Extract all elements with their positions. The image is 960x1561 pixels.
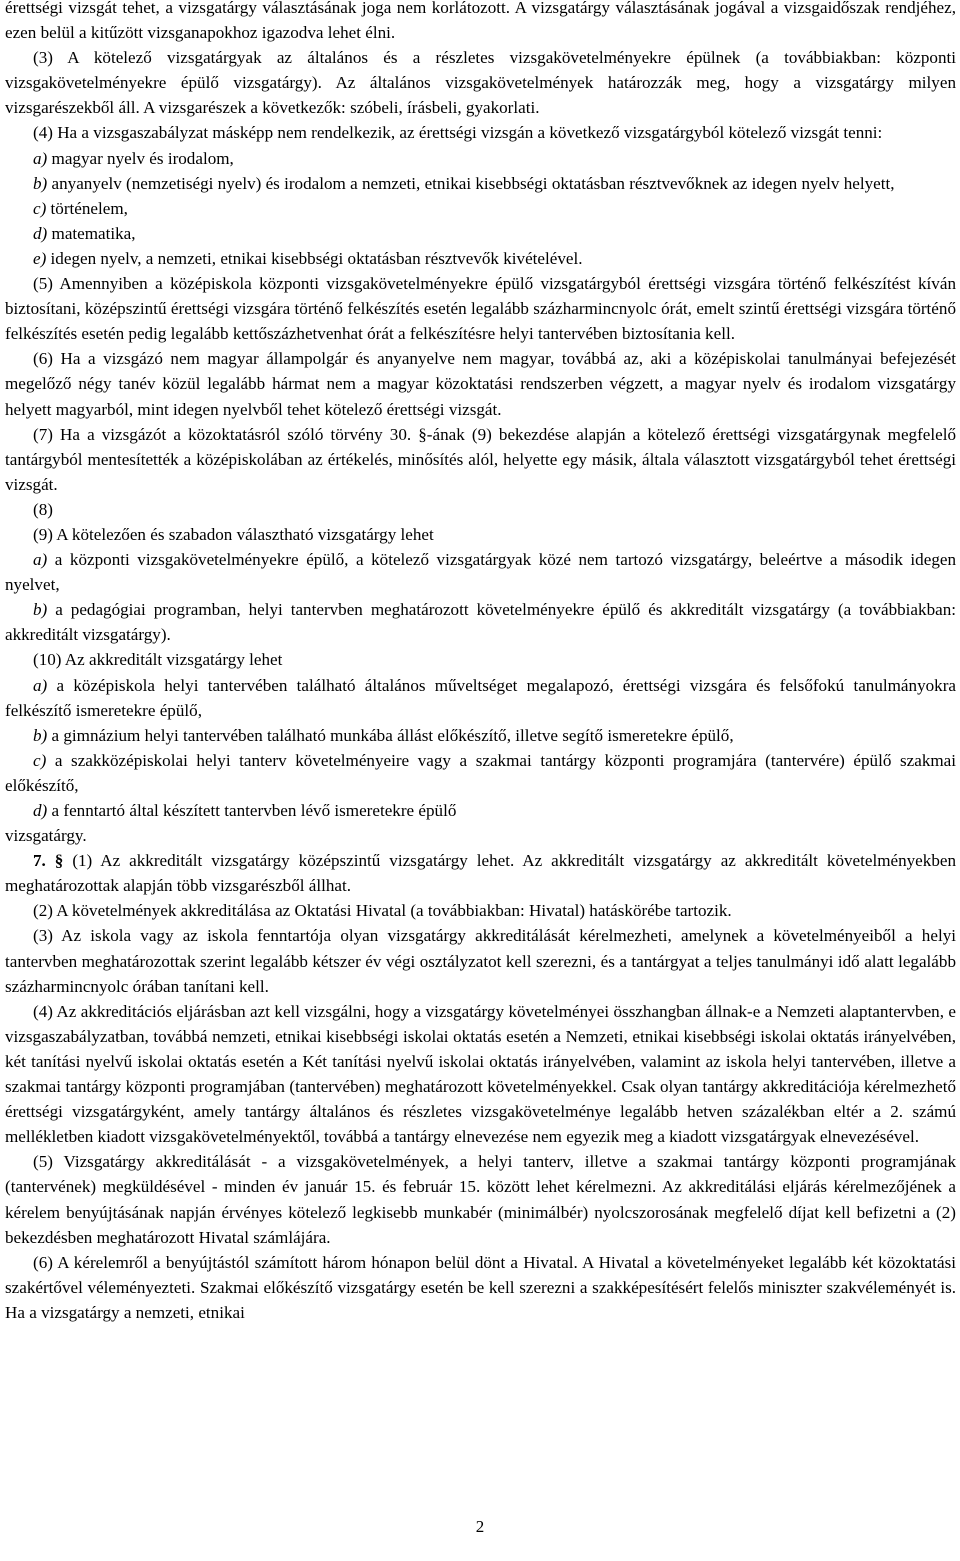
list-letter: d) <box>33 223 48 243</box>
list-letter: b) <box>33 173 48 193</box>
paragraph-text: (3) Az iskola vagy az iskola fenntartója olyan vizsgatárgy akkreditálását kérelmezheti, amelynek a követelményeiből a helyi tantervben meghatározottak szerint legalább kétszer év végi osztályzatot kell szerezni, és a tantárgyat a teljes tanulmányi idő alatt legalább százharmincnyolc órában tanítani kell. <box>5 926 956 996</box>
paragraph-text: (9) A kötelezően és szabadon választható vizsgatárgy lehet <box>33 524 434 544</box>
list-item-text: magyar nyelv és irodalom, <box>47 148 234 168</box>
paragraph <box>5 999 956 1150</box>
section-paragraph <box>5 848 956 898</box>
paragraph-text: (10) Az akkreditált vizsgatárgy lehet <box>33 650 283 670</box>
list-letter: a) <box>33 675 48 695</box>
paragraph <box>5 271 956 346</box>
list-letter: e) <box>33 248 47 268</box>
paragraph <box>5 45 956 120</box>
paragraph-text: (6) Ha a vizsgázó nem magyar állampolgár és anyanyelve nem magyar, továbbá az, aki a középiskolai tanulmányai befejezését megelőző négy tanév közül legalább hármat nem a magyar közoktatási rendszerben végzett, a magyar nyelv és irodalom vizsgatárgy helyett magyarból, mint idegen nyelvből tehet kötelező érettségi vizsgát. <box>5 349 956 419</box>
list-item <box>5 723 956 748</box>
paragraph <box>5 120 956 145</box>
paragraph-text: (6) A kérelemről a benyújtástól számított három hónapon belül dönt a Hivatal. A Hivatal a követelményeket legalább két közoktatási szakértővel véleményezteti. Szakmai előkészítő vizsgatárgy esetén be kell szerezni a szakképesítésért felelős miniszter szakvéleményét is. Ha a vizsgatárgy a nemzeti, etnikai <box>5 1252 956 1322</box>
list-item <box>5 597 956 647</box>
paragraph-text: (4) Az akkreditációs eljárásban azt kell vizsgálni, hogy a vizsgatárgy követelményei összhangban állnak-e a Nemzeti alaptantervben, e vizsgaszabályzatban, továbbá nemzeti, etnikai kisebbségi iskolai oktatás esetén a Nemzeti, etnikai kisebbségi iskolai oktatás irányelvében, két tanítási nyelvű iskolai oktatás esetén a Két tanítási nyelvű iskolai oktatás irányelvében, valamint az iskola helyi tantervében, illetve a szakmai tantárgy központi programjában (tantervében) meghatározott követelményekkel. Csak olyan tantárgy akkreditációja kérelmezhető érettségi vizsgatárgyként, amely tantárgy általános és részletes vizsgakövetelménye legalább hetven százalékban eltér a 2. számú mellékletben kiadott vizsgakövetelményektől, továbbá a tantárgy elnevezése nem egyezik meg a kiadott vizsgatárgyak elnevezésével. <box>5 1001 956 1147</box>
paragraph <box>5 923 956 998</box>
document-body <box>5 0 956 1325</box>
paragraph-text: (8) <box>33 499 53 519</box>
list-item-text: a pedagógiai programban, helyi tantervben meghatározott követelményekre épülő és akkreditált vizsgatárgy (a továbbiakban: akkreditált vizsgatárgy). <box>5 600 956 645</box>
list-item <box>5 246 956 271</box>
paragraph-text: vizsgatárgy. <box>5 826 87 846</box>
list-item-text: idegen nyelv, a nemzeti, etnikai kisebbségi oktatásban résztvevők kivételével. <box>46 248 583 268</box>
paragraph-text: (2) A követelmények akkreditálása az Oktatási Hivatal (a továbbiakban: Hivatal) hatáskörébe tartozik. <box>33 901 732 921</box>
list-item-text: a szakközépiskolai helyi tanterv követelményeire vagy a szakmai tantárgy központi programjára (tantervére) épülő szakmai előkészítő, <box>5 750 956 795</box>
list-letter: a) <box>33 550 48 570</box>
list-letter: b) <box>33 600 48 620</box>
page-number: 2 <box>475 1517 485 1536</box>
list-letter: c) <box>33 750 47 770</box>
list-item-text: a középiskola helyi tantervében található általános műveltséget megalapozó, érettségi vizsgára és felsőfokú tanulmányokra felkészítő ismeretekre épülő, <box>5 675 956 720</box>
list-letter: d) <box>33 801 48 820</box>
list-item <box>5 146 956 171</box>
paragraph <box>5 497 956 522</box>
list-letter: a) <box>33 148 48 168</box>
list-item <box>5 673 956 723</box>
paragraph-text: (7) Ha a vizsgázót a közoktatásról szóló törvény 30. §-ának (9) bekezdése alapján a kötelező érettségi vizsgatárgynak megfelelő tantárgyból mentesítették a középiskolában az értékelés, minősítés alól, helyette egy másik, általa választott vizsgatárgyból tehet érettségi vizsgát. <box>5 424 956 494</box>
list-item-text: a fenntartó által készített tantervben lévő ismeretekre épülő <box>47 801 457 820</box>
list-item-text: a központi vizsgakövetelményekre épülő, a kötelező vizsgatárgyak közé nem tartozó vizsgatárgy, beleértve a második idegen nyelvet, <box>5 550 956 595</box>
list-letter: b) <box>33 725 48 745</box>
paragraph <box>5 898 956 923</box>
paragraph <box>5 647 956 672</box>
list-item-text: a gimnázium helyi tantervében található munkába állást előkészítő, illetve segítő ismeretekre épülő, <box>47 725 734 745</box>
list-letter: c) <box>33 198 47 218</box>
paragraph <box>5 823 956 848</box>
list-item-text: történelem, <box>46 198 128 218</box>
paragraph <box>5 1149 956 1249</box>
paragraph <box>5 0 956 45</box>
list-item-text: anyanyelv (nemzetiségi nyelv) és irodalom a nemzeti, etnikai kisebbségi oktatásban résztvevőknek az idegen nyelv helyett, <box>47 173 895 193</box>
paragraph <box>5 346 956 421</box>
list-item <box>5 171 956 196</box>
paragraph-text: (1) Az akkreditált vizsgatárgy középszintű vizsgatárgy lehet. Az akkreditált vizsgatárgy az akkreditált követelményekben meghatározottak alapján több vizsgarészből állhat. <box>5 851 956 896</box>
paragraph <box>5 1250 956 1325</box>
paragraph-text: (5) Amennyiben a középiskola központi vizsgakövetelményekre épülő vizsgatárgyból érettségi vizsgára történő felkészítést kíván biztosítani, középszintű érettségi vizsgára történő felkészítés esetén legalább százharmincnyolc órát, emelt szintű érettségi vizsgára történő felkészítés esetén pedig legalább kettőszázhetvenhat órát a felkészítésre helyi tantervében biztosítania kell. <box>5 274 956 344</box>
paragraph-text: (4) Ha a vizsgaszabályzat másképp nem rendelkezik, az érettségi vizsgán a következő vizsgatárgyból kötelező vizsgát tenni: <box>33 123 883 143</box>
list-item <box>5 748 956 798</box>
list-item <box>5 547 956 597</box>
paragraph <box>5 522 956 547</box>
paragraph-text: érettségi vizsgát tehet, a vizsgatárgy választásának joga nem korlátozott. A vizsgatárgy választásának jogával a vizsgaidőszak rendjéhez, ezen belül a kitűzött vizsganapokhoz igazodva lehet élni. <box>5 0 956 43</box>
paragraph <box>5 422 956 497</box>
list-item <box>5 221 956 246</box>
paragraph-text: (3) A kötelező vizsgatárgyak az általános és a részletes vizsgakövetelményekre épülnek (a továbbiakban: központi vizsgakövetelményekre épülő vizsgatárgy). Az általános vizsgakövetelmények határozzák meg, hogy a vizsgatárgy milyen vizsgarészekből áll. A vizsgarészek a következők: szóbeli, írásbeli, gyakorlati. <box>5 48 956 118</box>
list-item-text: matematika, <box>47 223 136 243</box>
paragraph-text: (5) Vizsgatárgy akkreditálását - a vizsgakövetelmények, a helyi tanterv, illetve a szakmai tantárgy központi programjának (tantervének) megküldésével - minden év január 15. és február 15. között lehet kérelmezni. Az akkreditálási eljárás kérelmezőjének a kérelem benyújtásának napján érvényes kötelező legkisebb munkabér (minimálbér) nyolcszorosának megfelelő díjat kell befizetni a (2) bekezdésben meghatározott Hivatal számlájára. <box>5 1152 956 1247</box>
list-item <box>5 196 956 221</box>
list-item <box>5 798 956 823</box>
section-number: 7. § <box>33 851 64 871</box>
